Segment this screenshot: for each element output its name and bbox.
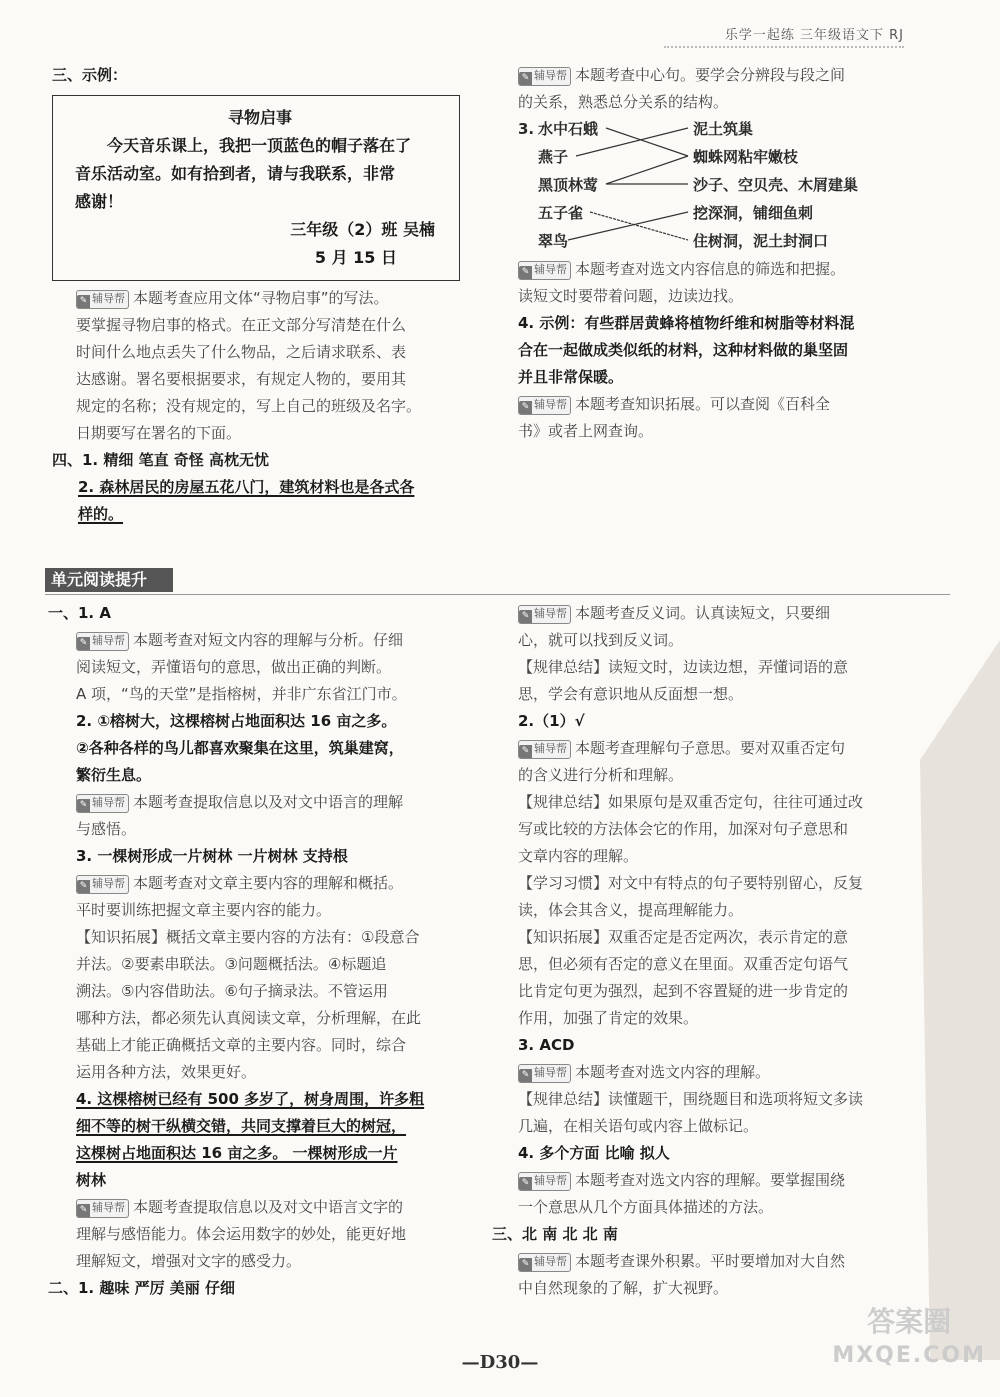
q3-number: 3.: [518, 120, 535, 138]
part1-q4c: 这棵树占地面积达 16 亩之多。 一棵树形成一片: [76, 1144, 398, 1162]
explanation-q4: ✎ 辅导帮 本题考查知识拓展。可以查阅《百科全 书》或者上网查询。: [518, 395, 831, 440]
notice-body-2: 音乐活动室。如有拾到者，请与我联系，非常: [75, 164, 396, 183]
explanation-antonym: ✎ 辅导帮 本题考查反义词。认真读短文，只要细 心，就可以找到反义词。 【规律总结】读短文时，边读边想，弄懂词语的意 思，学会有意识地从反面想一想。: [518, 604, 849, 703]
explanation-p2q2: ✎ 辅导帮 本题考查理解句子意思。要对双重否定句 的含义进行分析和理解。 【规律总结】如果原句是双重否定句，往往可通过改 写或比较的方法体会它的作用，加深对句子意思和 文章内容的理解。 【学习习惯】对文中有特点的句子要特别留心，反复 读，体会其含义，提高理解能力。 【知识拓展】双重否定是否定两次，表示肯定的意 思，但必须有否定的意义在里面。双重否定句语气 比肯定句更为强烈，起到不容置疑的进一步肯定的 作用，加强了肯定的效果。: [518, 739, 864, 1027]
notice-title: 寻物启事: [227, 108, 292, 127]
top-right-column: [518, 62, 918, 445]
book-icon: ✎: [77, 1204, 90, 1217]
part1-q4b: 细不等的树干纵横交错，共同支撑着巨大的树冠，: [76, 1117, 407, 1135]
part3-answers: 三、北 南 北 北 南: [492, 1225, 618, 1243]
notice-body-3: 感谢！: [75, 192, 124, 211]
watermark-line-2: MXQE.COM: [832, 1343, 986, 1368]
explanation-q3: ✎ 辅导帮 本题考查对选文内容信息的筛选和把握。 读短文时要带着问题，边读边找。: [518, 260, 846, 305]
part1-q4d: 树林: [76, 1171, 107, 1189]
part2-q1: 二、1. 趣味 严厉 美丽 仔细: [48, 1279, 236, 1297]
part1-q2c: 繁衍生息。: [76, 766, 152, 784]
tutor-tag: ✎ 辅导帮: [76, 875, 129, 894]
book-icon: ✎: [519, 1177, 532, 1190]
explanation-center-sentence: ✎ 辅导帮 本题考查中心句。要学会分辨段与段之间 的关系，熟悉总分关系的结构。: [518, 66, 846, 111]
explanation-p2q4: ✎ 辅导帮 本题考查对选文内容的理解。要掌握围绕 一个意思从几个方面具体描述的方法。: [518, 1171, 846, 1216]
site-watermark: [832, 1305, 986, 1373]
part1-q2b: ②各种各样的鸟儿都喜欢聚集在这里，筑巢建窝，: [76, 739, 404, 757]
explanation-part3: ✎ 辅导帮 本题考查课外积累。平时要增加对大自然 中自然现象的了解，扩大视野。: [518, 1252, 846, 1297]
explanation-p1q3: ✎ 辅导帮 本题考查对文章主要内容的理解和概括。 平时要训练把握文章主要内容的能力。 【知识拓展】概括文章主要内容的方法有：①段意合 并法。②要素串联法。③问题概括法。④标题追 溯法。⑤内容借助法。⑥句子摘录法。不管运用 哪种方法，都必须先认真阅读文章，分析理解，在此 基础上才能正确概括文章的主要内容。同时，综合 运用各种方法，效果更好。: [76, 874, 422, 1081]
section-4-q2b: 样的。: [78, 505, 124, 523]
explanation-3: ✎ 辅导帮 本题考查应用文体“寻物启事”的写法。 要掌握寻物启事的格式。在正文部分写清楚在什么 时间什么地点丢失了什么物品，之后请求联系、表 达感谢。署名要根据要求，有规定人物的，要用其 规定的名称；没有规定的，写上自己的班级及名字。 日期要写在署名的下面。: [76, 289, 422, 442]
book-icon: ✎: [519, 745, 532, 758]
header-divider: [664, 46, 904, 48]
section-banner: 单元阅读提升: [45, 568, 173, 592]
lost-notice-box: [52, 95, 460, 281]
book-icon: ✎: [77, 880, 90, 893]
tutor-tag: ✎ 辅导帮: [76, 290, 129, 309]
section-4-q2a: 2. 森林居民的房屋五花八门，建筑材料也是各式各: [78, 478, 415, 496]
book-icon: ✎: [519, 266, 532, 279]
tutor-tag: ✎ 辅导帮: [76, 632, 129, 651]
part2-q2: 2.（1）√: [518, 712, 585, 730]
q4-line-c: 并且非常保暖。: [518, 368, 624, 386]
tutor-tag: ✎ 辅导帮: [518, 740, 571, 759]
tutor-tag: ✎ 辅导帮: [518, 1064, 571, 1083]
match-left-item: 翠鸟: [538, 232, 569, 250]
match-left-item: 五子雀: [538, 204, 584, 222]
tutor-tag: ✎ 辅导帮: [518, 396, 571, 415]
book-icon: ✎: [77, 295, 90, 308]
book-icon: ✎: [77, 637, 90, 650]
part1-q2a: 2. ①榕树大，这棵榕树占地面积达 16 亩之多。: [76, 712, 397, 730]
book-icon: ✎: [519, 1258, 532, 1271]
tutor-tag: ✎ 辅导帮: [518, 1253, 571, 1272]
part1-q4a: 4. 这棵榕树已经有 500 多岁了，树身周围，许多粗: [76, 1090, 425, 1108]
notice-signature: 三年级（2）班 吴楠: [290, 220, 435, 239]
match-right-item: 住树洞，泥土封洞口: [693, 232, 829, 250]
book-icon: ✎: [77, 799, 90, 812]
section-4-q1: 四、1. 精细 笔直 奇怪 高枕无忧: [52, 451, 270, 469]
match-right-item: 蜘蛛网粘牢嫩枝: [693, 148, 799, 166]
match-left-item: 水中石蛾: [538, 120, 599, 138]
q4-line-b: 合在一起做成类似纸的材料，这种材料做的巢坚固: [518, 341, 849, 359]
explanation-p1q2: ✎ 辅导帮 本题考查提取信息以及对文中语言的理解 与感悟。: [76, 793, 404, 838]
tutor-tag: ✎ 辅导帮: [76, 1199, 129, 1218]
book-icon: ✎: [519, 72, 532, 85]
watermark-line-1: 答案圈: [867, 1305, 952, 1338]
match-right-item: 泥土筑巢: [693, 120, 754, 138]
part1-q3: 3. 一棵树形成一片树林 一片树林 支持根: [76, 847, 348, 865]
book-icon: ✎: [519, 1069, 532, 1082]
background-decoration: [920, 640, 1000, 1360]
explanation-p1q4: ✎ 辅导帮 本题考查提取信息以及对文中语言文字的 理解与感悟能力。体会运用数字的妙处，能更好地 理解短文，增强对文字的感受力。: [76, 1198, 407, 1270]
notice-body-1: 今天音乐课上，我把一顶蓝色的帽子落在了: [107, 136, 412, 155]
section-3-label: 三、示例：: [52, 66, 128, 84]
part2-q3: 3. ACD: [518, 1036, 575, 1054]
match-right-item: 沙子、空贝壳、木屑建巢: [693, 176, 859, 194]
notice-date: 5 月 15 日: [314, 248, 397, 267]
tutor-tag: ✎ 辅导帮: [518, 67, 571, 86]
tutor-tag: ✎ 辅导帮: [518, 1172, 571, 1191]
tutor-tag: ✎ 辅导帮: [518, 261, 571, 280]
part1-q1: 一、1. A: [48, 604, 111, 622]
page-number: —D30—: [461, 1352, 539, 1373]
bottom-left-column: [48, 600, 468, 1302]
explanation-p2q3: ✎ 辅导帮 本题考查对选文内容的理解。 【规律总结】读懂题干，围绕题目和选项将短文多读 几遍，在相关语句或内容上做标记。: [518, 1063, 864, 1135]
q4-line-a: 4. 示例：有些群居黄蜂将植物纤维和树脂等材料混: [518, 314, 855, 332]
match-right-item: 挖深洞，铺细鱼刺: [693, 204, 814, 222]
running-header: 乐学一起练 三年级语文下 RJ: [724, 28, 904, 43]
tutor-tag: ✎ 辅导帮: [76, 794, 129, 813]
matching-exercise: [518, 116, 918, 256]
match-left-item: 燕子: [538, 148, 569, 166]
book-icon: ✎: [519, 610, 532, 623]
match-left-item: 黑顶林莺: [538, 176, 599, 194]
section-divider: [45, 594, 950, 595]
part2-q4: 4. 多个方面 比喻 拟人: [518, 1144, 670, 1162]
top-left-column: [52, 62, 472, 528]
tutor-tag: ✎ 辅导帮: [518, 605, 571, 624]
book-icon: ✎: [519, 401, 532, 414]
explanation-p1q1: ✎ 辅导帮 本题考查对短文内容的理解与分析。仔细 阅读短文，弄懂语句的意思，做出正确的判断。 A 项，“鸟的天堂”是指榕树，并非广东省江门市。: [76, 631, 407, 703]
bottom-right-column: [492, 600, 918, 1302]
